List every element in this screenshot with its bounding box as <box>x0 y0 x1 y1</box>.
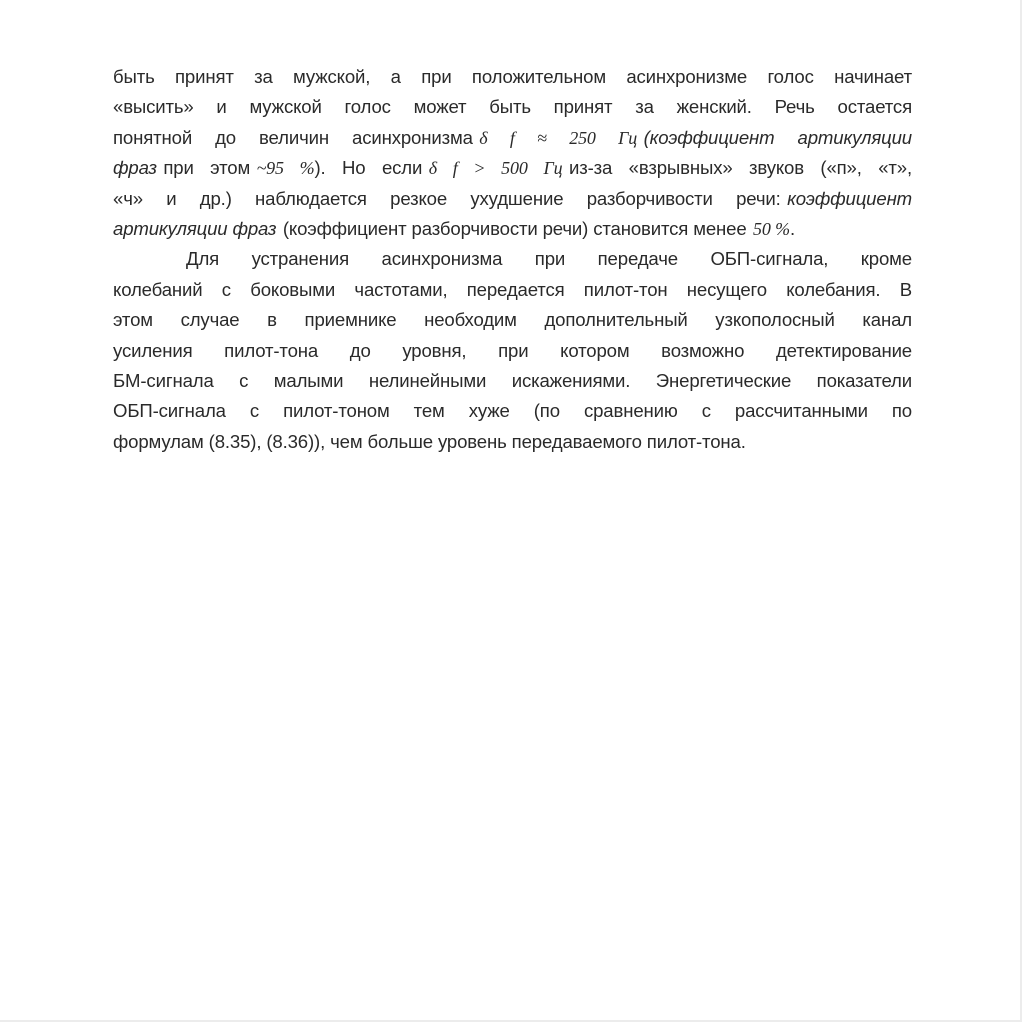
formula: δ f ≈ 250 Гц <box>479 127 638 148</box>
text-run: ). Но если <box>314 157 423 179</box>
formula: ~95 % <box>256 158 315 179</box>
text-run: при этом <box>163 157 251 179</box>
text-run: . <box>789 217 795 239</box>
text-line: быть принят за мужской, а при положительном асинхронизме голос начинает <box>113 66 912 87</box>
text-run: «ч» и др.) наблюдается резкое ухудшение разборчивости речи: <box>113 187 781 209</box>
text-run: понятной до величин асинхронизма <box>113 126 473 148</box>
text-line: ОБП-сигнала с пилот-тоном тем хуже (по сравнению с рассчитанными по <box>113 400 912 422</box>
term-italic: артикуляции фраз <box>113 217 277 239</box>
paragraph-1 <box>113 62 912 244</box>
text-line: этом случае в приемнике необходим дополнительный узкополосный канал <box>113 309 912 331</box>
term-italic: фраз <box>113 157 157 179</box>
text-run: (коэффициент разборчивости речи) становится менее <box>282 217 747 239</box>
text-line: формулам (8.35), (8.36)), чем больше уровень передаваемого пилот-тона. <box>113 430 746 452</box>
text-line <box>113 214 912 244</box>
text-line: «высить» и мужской голос может быть принят за женский. Речь остается <box>113 96 912 118</box>
text-line: Для устранения асинхронизма при передаче ОБП-сигнала, кроме <box>186 248 912 270</box>
text-line <box>113 123 912 153</box>
term-italic: коэффициент <box>787 187 912 209</box>
text-line: БМ-сигнала с малыми нелинейными искажениями. Энергетические показатели <box>113 369 912 391</box>
text-run: из-за «взрывных» звуков («п», «т», <box>568 157 912 179</box>
document-text <box>113 62 912 457</box>
formula: 50 % <box>753 218 790 239</box>
term-italic: (коэффициент артикуляции <box>643 126 912 148</box>
text-line <box>113 153 912 183</box>
paragraph-2 <box>113 244 912 457</box>
formula: δ f > 500 Гц <box>428 158 563 179</box>
text-line: усиления пилот-тона до уровня, при котором возможно детектирование <box>113 339 912 361</box>
text-line <box>113 184 912 214</box>
text-line: колебаний с боковыми частотами, передается пилот-тон несущего колебания. В <box>113 278 912 300</box>
